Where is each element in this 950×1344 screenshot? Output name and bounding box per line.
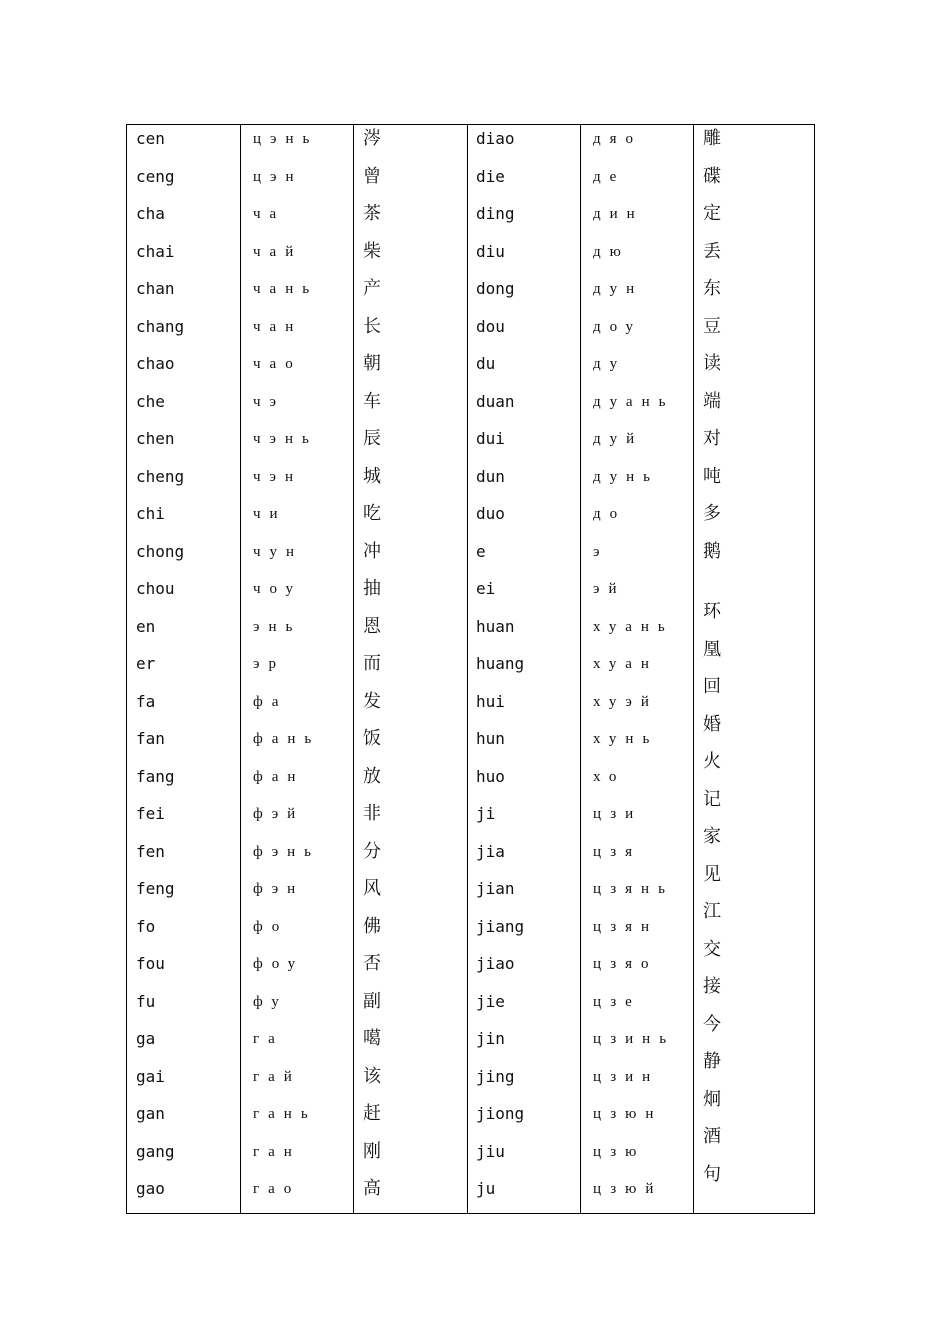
hanzi-cell: 分 (363, 840, 381, 862)
cyrillic-cell: хунь (593, 731, 659, 747)
hanzi-cell: 静 (703, 1051, 721, 1072)
pinyin-cell: huo (476, 766, 505, 786)
cyrillic-cell: гай (253, 1068, 301, 1085)
hanzi-cell: 车 (363, 390, 381, 412)
hanzi-cell: 朝 (363, 353, 381, 374)
cyrillic-cell: дяо (593, 131, 643, 147)
pinyin-cell: fei (136, 804, 165, 823)
pinyin-cell: chao (136, 354, 175, 373)
hanzi-cell: 交 (703, 938, 721, 960)
pinyin-cell: diu (476, 241, 505, 261)
pinyin-cell: du (476, 354, 496, 373)
cyrillic-cell: чэн (253, 468, 303, 485)
pinyin-cell: ju (476, 1179, 496, 1198)
pinyin-cell: che (136, 391, 165, 411)
hanzi-cell: 环 (703, 601, 721, 622)
pinyin-cell: ceng (136, 166, 175, 186)
hanzi-cell: 酒 (703, 1126, 721, 1147)
cyrillic-cell: фэй (253, 806, 305, 822)
cyrillic-cell: хуан (593, 656, 658, 672)
pinyin-cell: dui (476, 429, 505, 448)
pinyin-cell: jin (476, 1029, 505, 1048)
hanzi-cell: 而 (363, 653, 381, 674)
pinyin-cell: jian (476, 879, 515, 898)
cyrillic-cell: гань (253, 1106, 317, 1122)
hanzi-cell: 辰 (363, 428, 381, 449)
cyrillic-cell: чэнь (253, 431, 318, 447)
cyrillic-cell: дин (593, 206, 644, 222)
pinyin-cell: jiang (476, 916, 525, 936)
hanzi-cell: 回 (703, 676, 721, 697)
cyrillic-cell: чань (253, 281, 319, 297)
pinyin-cell: duo (476, 504, 505, 523)
cyrillic-cell: фоу (253, 956, 305, 972)
cyrillic-cell: энь (253, 618, 302, 635)
pinyin-cell: gao (136, 1179, 165, 1198)
cyrillic-cell: дуань (593, 393, 675, 410)
hanzi-cell: 火 (703, 751, 721, 772)
phonetic-table (126, 124, 815, 1214)
pinyin-cell: chou (136, 579, 175, 598)
pinyin-cell: ei (476, 579, 496, 598)
cyrillic-cell: ду (593, 356, 627, 372)
hanzi-cell: 曾 (363, 165, 381, 187)
hanzi-cell: 放 (363, 765, 381, 787)
hanzi-cell: 雕 (703, 128, 721, 149)
cyrillic-cell: фу (253, 993, 288, 1010)
cyrillic-cell: фань (253, 731, 321, 747)
hanzi-cell: 东 (703, 278, 721, 299)
cyrillic-cell: дуй (593, 431, 644, 447)
hanzi-cell: 该 (363, 1065, 381, 1087)
pinyin-cell: e (476, 541, 486, 561)
pinyin-cell: feng (136, 879, 175, 898)
hanzi-cell: 句 (703, 1163, 721, 1185)
cyrillic-cell: э (593, 543, 609, 560)
pinyin-cell: dong (476, 279, 515, 298)
hanzi-cell: 见 (703, 863, 721, 885)
pinyin-cell: jiao (476, 954, 515, 973)
pinyin-cell: die (476, 166, 505, 186)
hanzi-cell: 碟 (703, 165, 721, 187)
hanzi-cell: 多 (703, 503, 721, 524)
pinyin-cell: jiong (476, 1104, 525, 1123)
cyrillic-cell: цзин (593, 1068, 660, 1085)
cyrillic-cell: доу (593, 318, 643, 335)
hanzi-cell: 定 (703, 203, 721, 224)
pinyin-cell: gan (136, 1104, 165, 1123)
hanzi-cell: 对 (703, 428, 721, 449)
cyrillic-cell: чай (253, 243, 303, 260)
pinyin-cell: fang (136, 766, 175, 786)
pinyin-cell: hui (476, 691, 505, 711)
cyrillic-cell: цэн (253, 168, 303, 185)
pinyin-cell: chan (136, 279, 175, 298)
hanzi-cell: 刚 (363, 1140, 381, 1162)
pinyin-cell: chai (136, 241, 175, 261)
column-divider (693, 125, 694, 1213)
cyrillic-cell: фа (253, 693, 288, 710)
hanzi-cell: 佛 (363, 915, 381, 937)
pinyin-cell: chi (136, 504, 165, 523)
pinyin-cell: fou (136, 954, 165, 973)
hanzi-cell: 接 (703, 976, 721, 997)
pinyin-cell: huan (476, 616, 515, 636)
pinyin-cell: diao (476, 129, 515, 148)
hanzi-cell: 今 (703, 1013, 721, 1035)
cyrillic-cell: цзе (593, 993, 641, 1010)
cyrillic-cell: дю (593, 243, 630, 260)
cyrillic-cell: дун (593, 281, 644, 297)
hanzi-cell: 发 (363, 690, 381, 712)
hanzi-cell: 江 (703, 901, 721, 922)
cyrillic-cell: фэнь (253, 843, 321, 860)
cyrillic-cell: ган (253, 1143, 301, 1160)
column-divider (467, 125, 468, 1213)
cyrillic-cell: де (593, 168, 626, 185)
cyrillic-cell: цзяо (593, 956, 658, 972)
cyrillic-cell: дунь (593, 468, 659, 485)
cyrillic-cell: чун (253, 543, 304, 560)
hanzi-cell: 恩 (363, 615, 381, 637)
pinyin-cell: chang (136, 316, 185, 336)
cyrillic-cell: цэнь (253, 131, 319, 147)
hanzi-cell: 丢 (703, 240, 721, 262)
cyrillic-cell: фэн (253, 881, 305, 897)
pinyin-cell: dou (476, 316, 505, 336)
cyrillic-cell: ча (253, 206, 286, 222)
hanzi-cell: 吃 (363, 503, 381, 524)
pinyin-cell: ga (136, 1029, 156, 1048)
pinyin-cell: gang (136, 1141, 175, 1161)
cyrillic-cell: цзюй (593, 1181, 663, 1197)
pinyin-cell: cheng (136, 466, 185, 486)
hanzi-cell: 非 (363, 803, 381, 824)
hanzi-cell: 豆 (703, 315, 721, 337)
column-divider (353, 125, 354, 1213)
cyrillic-cell: чэ (253, 393, 285, 410)
pinyin-cell: fan (136, 729, 165, 748)
hanzi-cell: 噶 (363, 1028, 381, 1049)
pinyin-cell: huang (476, 654, 525, 673)
pinyin-cell: dun (476, 466, 505, 486)
pinyin-cell: chong (136, 541, 185, 561)
hanzi-cell: 读 (703, 353, 721, 374)
hanzi-cell: 否 (363, 953, 381, 974)
hanzi-cell: 饭 (363, 728, 381, 749)
cyrillic-cell: цзян (593, 918, 659, 935)
hanzi-cell: 抽 (363, 578, 381, 599)
pinyin-cell: cen (136, 129, 165, 148)
hanzi-cell: 赶 (363, 1103, 381, 1124)
cyrillic-cell: цзи (593, 806, 643, 822)
cyrillic-cell: фан (253, 768, 305, 785)
hanzi-cell: 冲 (363, 540, 381, 562)
cyrillic-cell: цзюн (593, 1106, 663, 1122)
pinyin-cell: jie (476, 991, 505, 1011)
cyrillic-cell: чан (253, 318, 303, 335)
pinyin-cell: fen (136, 841, 165, 861)
cyrillic-cell: эр (253, 656, 285, 672)
cyrillic-cell: чао (253, 356, 302, 372)
column-divider (580, 125, 581, 1213)
hanzi-cell: 凰 (703, 638, 721, 660)
hanzi-cell: 家 (703, 826, 721, 847)
cyrillic-cell: га (253, 1031, 284, 1047)
pinyin-cell: en (136, 616, 156, 636)
hanzi-cell: 长 (363, 315, 381, 337)
cyrillic-cell: до (593, 506, 627, 522)
cyrillic-cell: цзя (593, 843, 642, 860)
cyrillic-cell: цзю (593, 1143, 646, 1160)
hanzi-cell: 柴 (363, 240, 381, 262)
hanzi-cell: 鹅 (703, 540, 721, 562)
hanzi-cell: 涔 (363, 128, 381, 149)
pinyin-cell: jia (476, 841, 505, 861)
pinyin-cell: gai (136, 1066, 165, 1086)
pinyin-cell: jing (476, 1066, 515, 1086)
hanzi-cell: 茶 (363, 203, 381, 224)
cyrillic-cell: эй (593, 581, 626, 597)
hanzi-cell: 吨 (703, 465, 721, 487)
hanzi-cell: 高 (363, 1178, 381, 1199)
hanzi-cell: 炯 (703, 1088, 721, 1110)
cyrillic-cell: цзинь (593, 1031, 676, 1047)
pinyin-cell: cha (136, 204, 165, 223)
pinyin-cell: er (136, 654, 156, 673)
hanzi-cell: 记 (703, 788, 721, 810)
pinyin-cell: ji (476, 804, 496, 823)
pinyin-cell: fo (136, 916, 156, 936)
hanzi-cell: 风 (363, 878, 381, 899)
pinyin-cell: hun (476, 729, 505, 748)
pinyin-cell: fu (136, 991, 156, 1011)
cyrillic-cell: хуань (593, 618, 674, 635)
pinyin-cell: ding (476, 204, 515, 223)
cyrillic-cell: хуэй (593, 693, 658, 710)
hanzi-cell: 端 (703, 390, 721, 412)
pinyin-cell: jiu (476, 1141, 505, 1161)
hanzi-cell: 城 (363, 465, 381, 487)
pinyin-cell: duan (476, 391, 515, 411)
cyrillic-cell: цзянь (593, 881, 674, 897)
cyrillic-cell: гао (253, 1181, 301, 1197)
pinyin-cell: fa (136, 691, 156, 711)
hanzi-cell: 婚 (703, 713, 721, 735)
cyrillic-cell: чоу (253, 581, 302, 597)
cyrillic-cell: фо (253, 918, 289, 935)
hanzi-cell: 产 (363, 278, 381, 299)
pinyin-cell: chen (136, 429, 175, 448)
column-divider (240, 125, 241, 1213)
cyrillic-cell: хо (593, 768, 626, 785)
cyrillic-cell: чи (253, 506, 287, 522)
hanzi-cell: 副 (363, 990, 381, 1012)
